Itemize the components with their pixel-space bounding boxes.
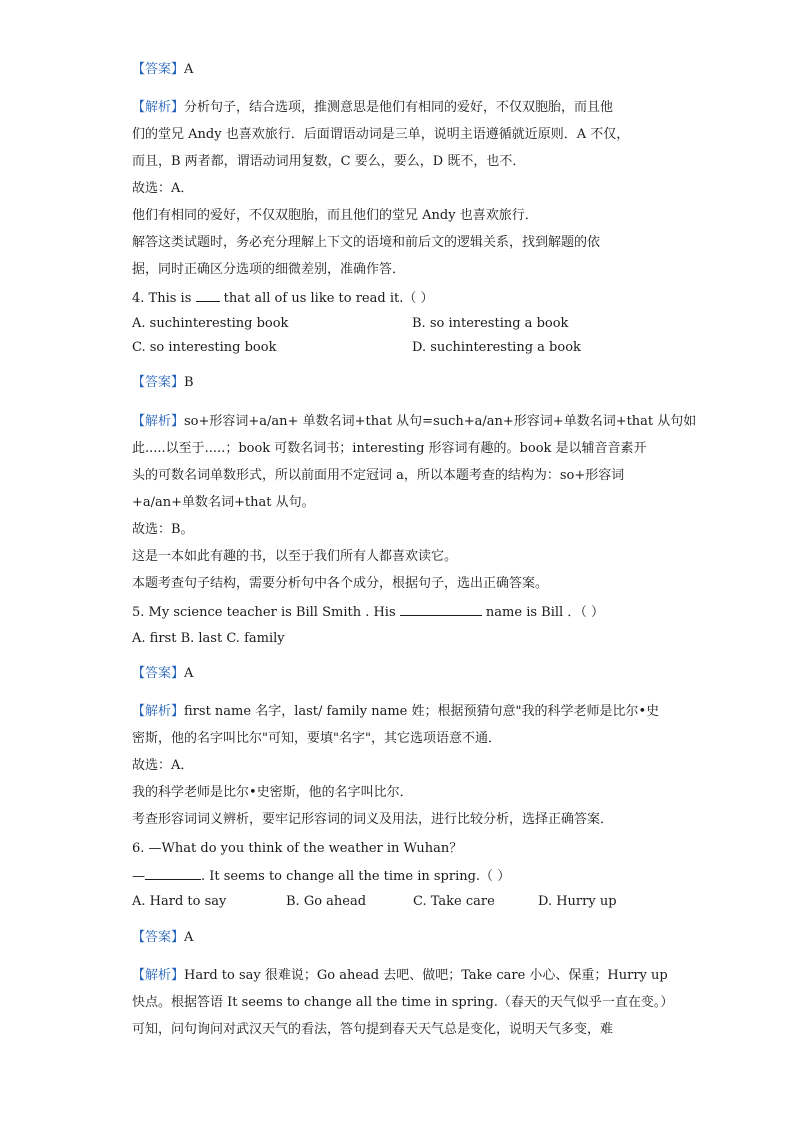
answer-6	[132, 929, 193, 947]
option-c: C. so interesting book	[132, 340, 277, 355]
analysis-4-line-4: +a/an+单数名词+that 从句。	[132, 495, 315, 510]
answer-blank	[145, 867, 201, 880]
analysis-5-line-3: 故选：A．	[132, 758, 194, 773]
answer-label: 【答案】	[132, 62, 185, 77]
analysis-4-line-2: 此.....以至于.....；book 可数名词书；interesting 形容词有趣的。book 是以辅音音素开	[132, 441, 647, 456]
answer-value: A	[184, 666, 194, 681]
analysis-text: first name 名字，last/ family name 姓；根据预猜句意"我的科学老师是比尔•史	[184, 704, 660, 719]
analysis-4-line-3: 头的可数名词单数形式，所以前面用不定冠词 a，所以本题考查的结构为：so+形容词	[132, 468, 625, 483]
question-4-text: 4. This is	[132, 291, 192, 306]
analysis-5-line-1	[132, 703, 659, 721]
analysis-5-line-5: 考查形容词词义辨析，要牢记形容词的词义及用法，进行比较分析，选择正确答案．	[132, 812, 614, 827]
analysis-4-line-5: 故选：B。	[132, 522, 194, 537]
analysis-label: 【解析】	[132, 968, 185, 983]
option-a: A. suchinteresting book	[132, 316, 289, 331]
answer-5	[132, 665, 193, 683]
analysis-prev-line-3: 而且，B 两者都，谓语动词用复数，C 要么，要么，D 既不，也不．	[132, 154, 526, 169]
analysis-prev-line-6: 解答这类试题时，务必充分理解上下文的语境和前后文的逻辑关系，找到解题的依	[132, 235, 601, 250]
answer-label: 【答案】	[132, 930, 185, 945]
question-6-reply	[132, 867, 510, 886]
analysis-prev-line-1	[132, 99, 613, 117]
analysis-4-line-7: 本题考查句子结构，需要分析句中各个成分，根据句子，选出正确答案。	[132, 576, 549, 591]
analysis-6-line-1	[132, 967, 668, 985]
answer-value: A	[184, 62, 194, 77]
analysis-6-line-3: 可知，问句询问对武汉天气的看法，答句提到春天天气总是变化，说明天气多变，难	[132, 1022, 614, 1037]
analysis-text: so+形容词+a/an+ 单数名词+that 从句=such+a/an+形容词+单数名词+that 从句如	[184, 414, 697, 429]
question-6-text-end: . It seems to change all the time in spring.（ ）	[201, 869, 511, 884]
dash: —	[132, 869, 145, 884]
question-5-options: A. first B. last C. family	[132, 631, 285, 646]
answer-value: A	[184, 930, 194, 945]
option-d: D. Hurry up	[538, 894, 617, 909]
option-d: D. suchinteresting a book	[412, 340, 581, 355]
analysis-prev-line-4: 故选：A．	[132, 181, 194, 196]
question-5-text: 5. My science teacher is Bill Smith . His	[132, 605, 396, 620]
question-5-stem	[132, 603, 604, 622]
answer-4	[132, 374, 194, 392]
analysis-label: 【解析】	[132, 414, 185, 429]
analysis-5-line-2: 密斯，他的名字叫比尔"可知，要填"名字"，其它选项语意不通．	[132, 731, 501, 746]
analysis-label: 【解析】	[132, 100, 185, 115]
analysis-4-line-6: 这是一本如此有趣的书，以至于我们所有人都喜欢读它。	[132, 549, 458, 564]
option-a: A. Hard to say	[132, 894, 227, 909]
option-b: B. Go ahead	[286, 894, 367, 909]
option-c: C. Take care	[413, 894, 495, 909]
answer-blank	[196, 289, 220, 302]
answer-label: 【答案】	[132, 666, 185, 681]
analysis-5-line-4: 我的科学老师是比尔•史密斯，他的名字叫比尔．	[132, 785, 413, 800]
answer-blank	[400, 603, 482, 616]
question-5-text-end: name is Bill ．（ ）	[485, 605, 604, 620]
analysis-prev-line-7: 据，同时正确区分选项的细微差别，准确作答．	[132, 262, 406, 277]
answer-label: 【答案】	[132, 375, 185, 390]
analysis-label: 【解析】	[132, 704, 185, 719]
answer-value: B	[184, 375, 194, 390]
analysis-6-line-2: 快点。根据答语 It seems to change all the time in spring.（春天的天气似乎一直在变。）	[132, 995, 674, 1010]
option-b: B. so interesting a book	[412, 316, 569, 331]
analysis-prev-line-5: 他们有相同的爱好，不仅双胞胎，而且他们的堂兄 Andy 也喜欢旅行．	[132, 208, 538, 223]
analysis-text: Hard to say 很难说；Go ahead 去吧、做吧；Take care 小心、保重；Hurry up	[184, 968, 668, 983]
analysis-text: 分析句子，结合选项，推测意思是他们有相同的爱好，不仅双胞胎，而且他	[184, 100, 614, 115]
analysis-4-line-1	[132, 413, 696, 431]
question-6-stem: 6. —What do you think of the weather in Wuhan？	[132, 841, 463, 856]
answer-prev	[132, 61, 193, 79]
question-4-stem	[132, 289, 433, 308]
question-4-text-end: that all of us like to read it.（ ）	[223, 291, 434, 306]
analysis-prev-line-2: 们的堂兄 Andy 也喜欢旅行．后面谓语动词是三单，说明主语遵循就近原则．A 不仅，	[132, 127, 630, 142]
